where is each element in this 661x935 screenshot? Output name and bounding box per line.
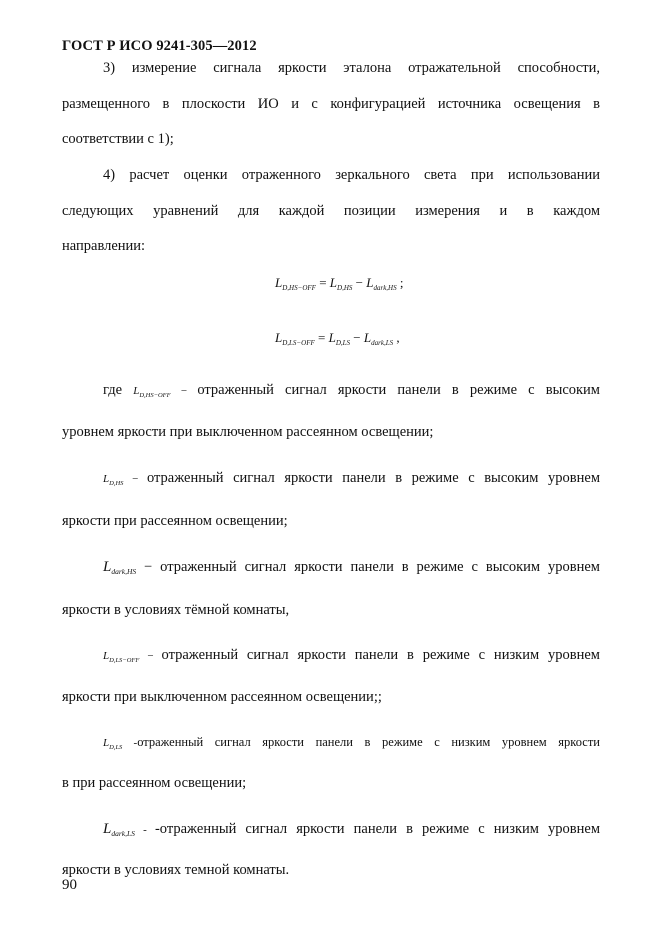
- def-symbol: $L_{D,HS-OFF}$: [133, 385, 171, 399]
- definition-continuation: яркости в условиях темной комнаты.: [62, 862, 290, 878]
- def-symbol: $L_{dark,LS}$: [103, 821, 135, 838]
- para4-line3: направлении:: [62, 238, 146, 254]
- eq2-term-b: $L_{D,LS}$: [328, 330, 351, 347]
- definition-continuation: в при рассеянном освещении;: [62, 775, 247, 791]
- eq2-term-a: $L_{D,LS-OFF}$: [275, 330, 315, 347]
- definition-continuation: яркости в условиях тёмной комнаты,: [62, 602, 290, 618]
- para3-line2: размещенного в плоскости ИО и с конфигурацией источника освещения в: [62, 96, 600, 112]
- definition-line: где $L_{D,HS-OFF}$ − отраженный сигнал яркости панели в режиме с высоким: [103, 382, 600, 399]
- def-symbol: $L_{D,LS-OFF}$: [103, 650, 140, 664]
- para4-line1: 4) расчет оценки отраженного зеркального света при использовании: [103, 167, 600, 183]
- para4-line2: следующих уравнений для каждой позиции измерения и в каждом: [62, 203, 600, 219]
- def-symbol: $L_{dark,HS}$: [103, 559, 137, 576]
- page-number: 90: [62, 877, 77, 893]
- eq1-term-a: $L_{D,HS-OFF}$: [275, 275, 316, 292]
- def-symbol: $L_{D,HS}$: [103, 473, 124, 487]
- equation-ls: $L_{D,LS-OFF} = L_{D,LS} - L_{dark,LS}$ ,: [275, 330, 400, 347]
- definition-continuation: уровнем яркости при выключенном рассеянном освещении;: [62, 424, 434, 440]
- eq1-term-c: $L_{dark,HS}$: [366, 275, 397, 292]
- eq2-term-c: $L_{dark,LS}$: [363, 330, 394, 347]
- para3-line3: соответствии с 1);: [62, 131, 174, 147]
- definition-line: $L_{dark,HS}$ − отраженный сигнал яркости панели в режиме с высоким уровнем: [103, 559, 600, 576]
- definition-continuation: яркости при рассеянном освещении;: [62, 513, 288, 529]
- definition-line: $L_{D,HS}$ − отраженный сигнал яркости панели в режиме с высоким уровнем: [103, 470, 600, 487]
- document-header: ГОСТ Р ИСО 9241-305—2012: [62, 38, 257, 54]
- equation-hs: $L_{D,HS-OFF} = L_{D,HS} - L_{dark,HS}$ ;: [275, 275, 404, 292]
- definition-line: $L_{D,LS}$ -отраженный сигнал яркости панели в режиме с низким уровнем яркости: [103, 735, 600, 751]
- definition-continuation: яркости при выключенном рассеянном освещении;;: [62, 689, 382, 705]
- definition-line: $L_{dark,LS}$ - -отраженный сигнал яркости панели в режиме с низким уровнем: [103, 821, 600, 838]
- def-symbol: $L_{D,LS}$: [103, 737, 123, 751]
- eq1-term-b: $L_{D,HS}$: [329, 275, 353, 292]
- para3-line1: 3) измерение сигнала яркости эталона отражательной способности,: [103, 60, 600, 76]
- definition-line: $L_{D,LS-OFF}$ − отраженный сигнал яркости панели в режиме с низким уровнем: [103, 647, 600, 664]
